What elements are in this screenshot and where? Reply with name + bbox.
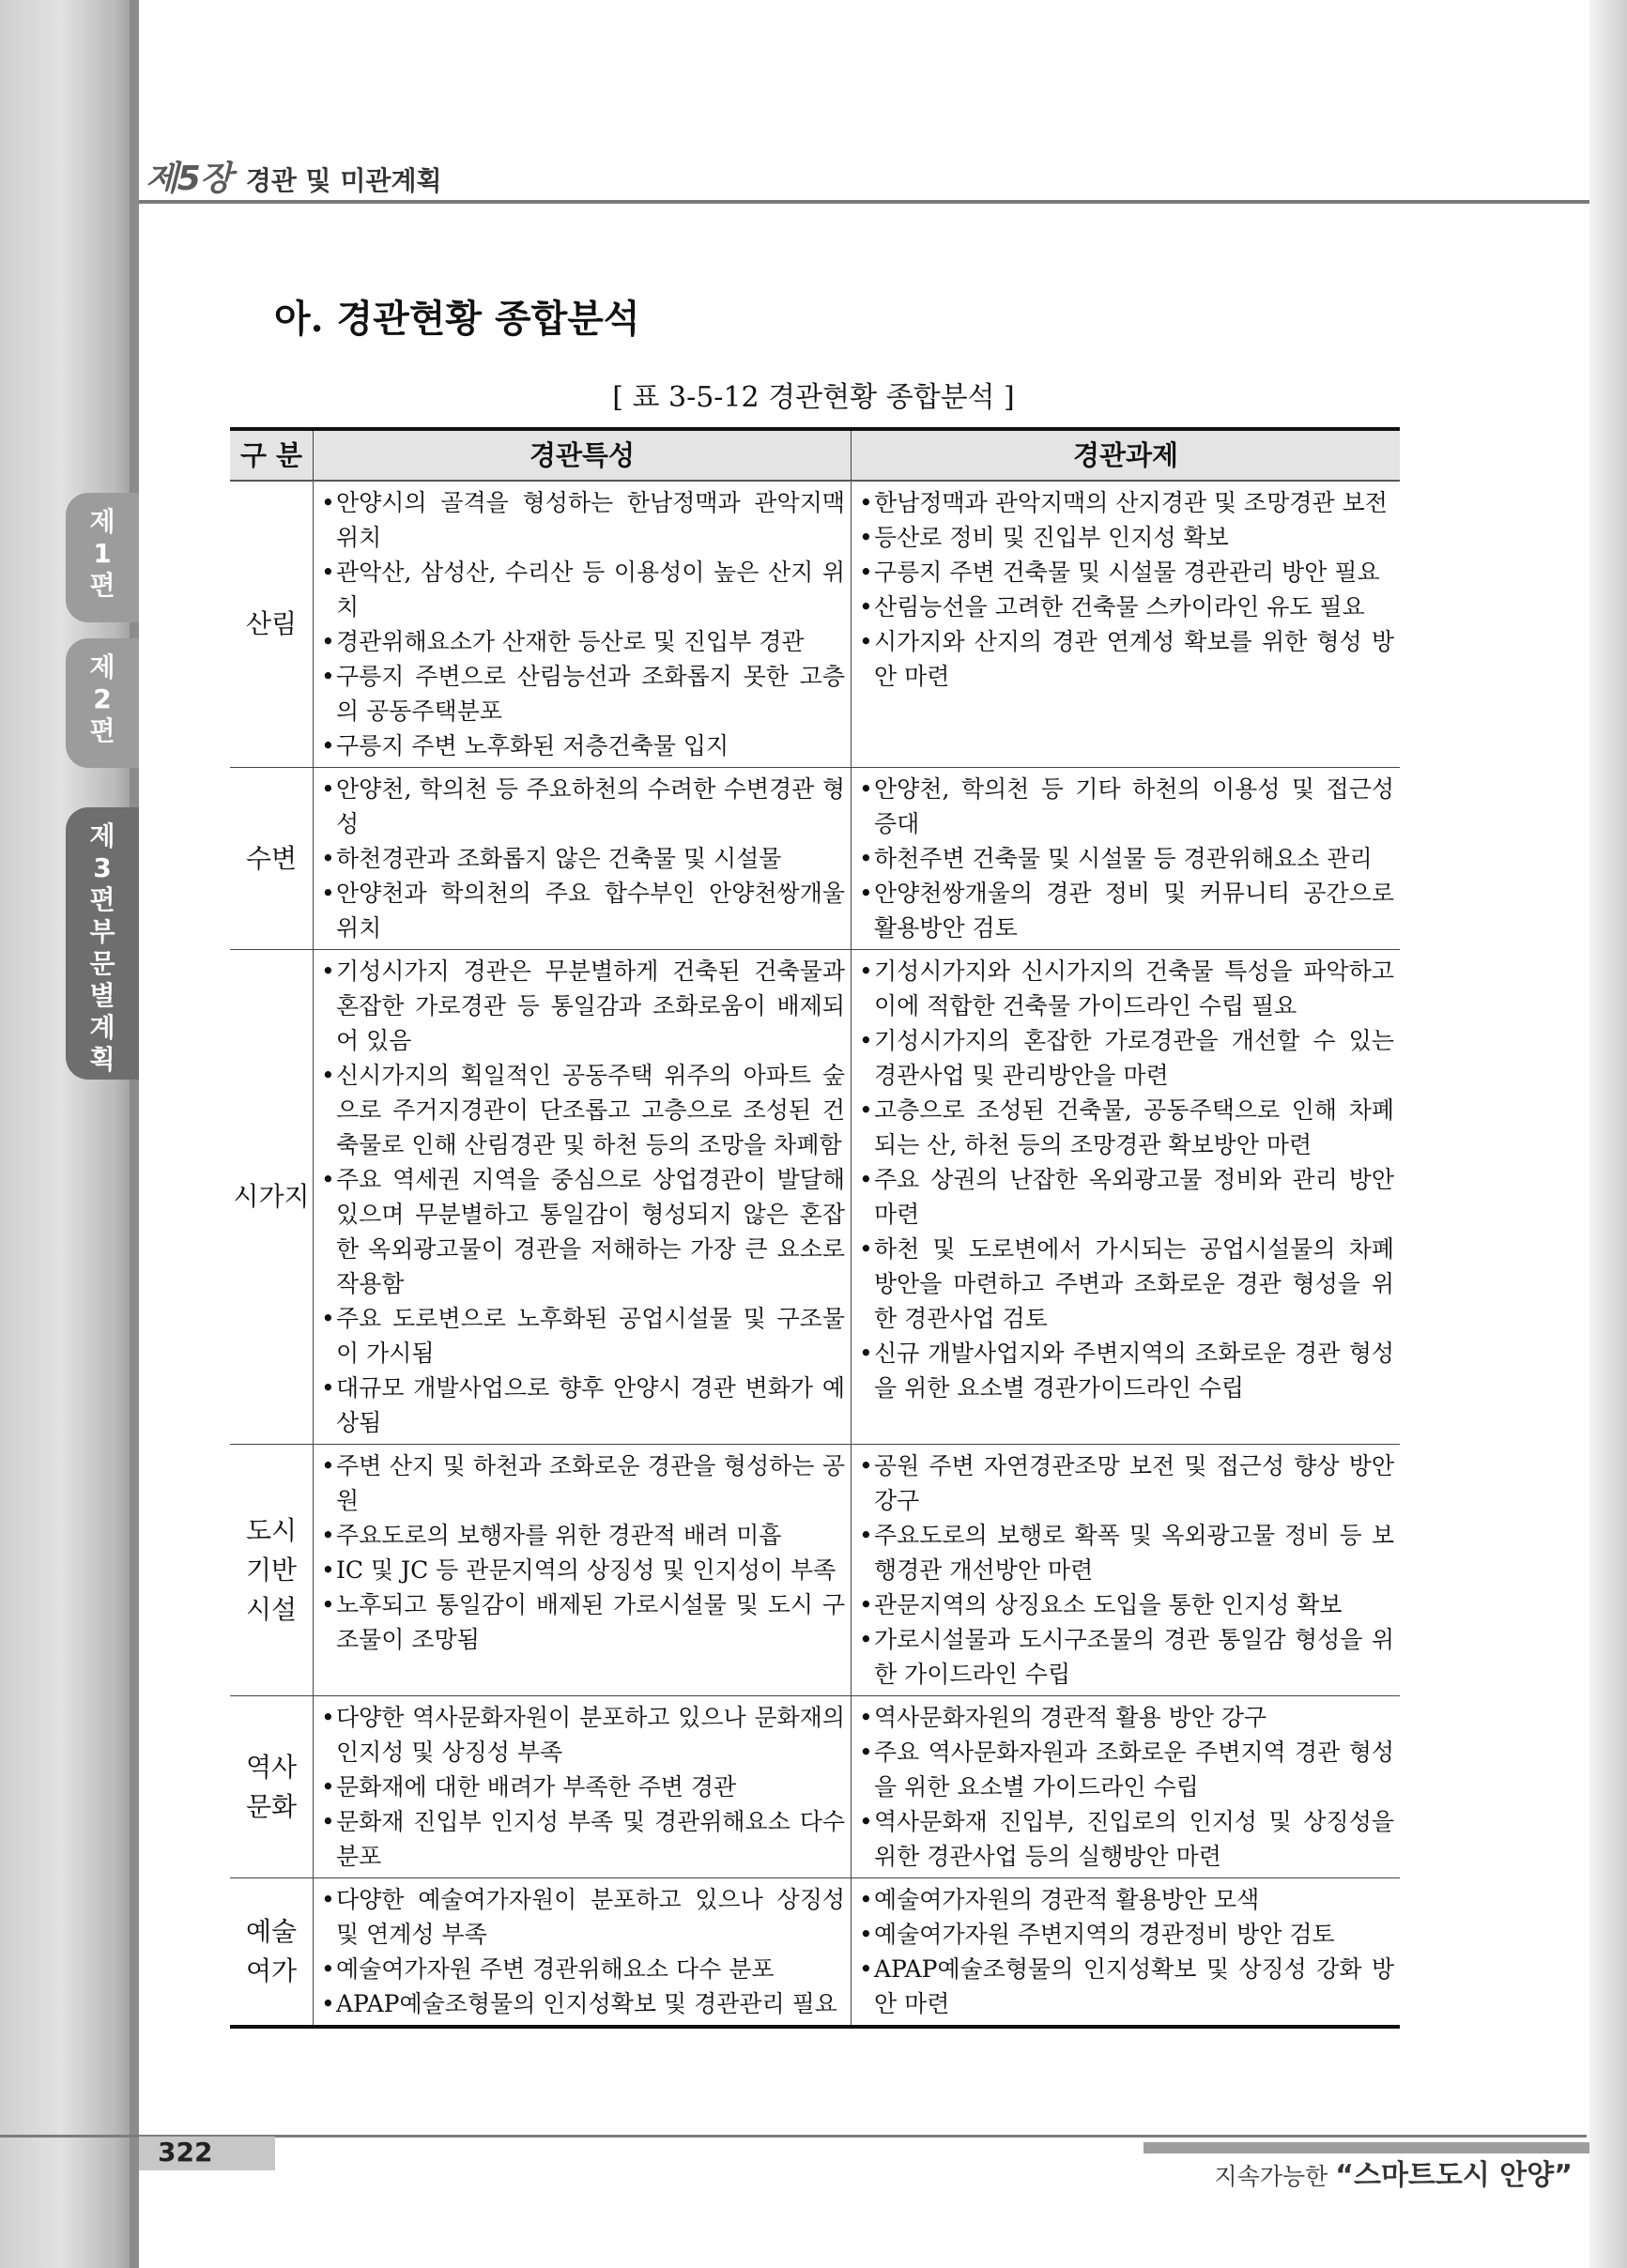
task-list-cell: [852, 1878, 1401, 2028]
side-tab-part-3[interactable]: [66, 807, 139, 1080]
chapter-rule: [139, 200, 1589, 204]
bullet-item: • 시가지와 산지의 경관 연계성 확보를 위한 형성 방안 마련: [857, 624, 1394, 694]
feature-list: [319, 1448, 845, 1657]
bullet-item: • 주요 도로변으로 노후화된 공업시설물 및 구조물이 가시됨: [319, 1301, 845, 1371]
table-body: [230, 481, 1400, 2027]
bullet-item: • 관문지역의 상징요소 도입을 통한 인지성 확보: [857, 1587, 1394, 1622]
bullet-item: • APAP예술조형물의 인지성확보 및 경관관리 필요: [319, 1986, 845, 2021]
footer-title: [1215, 2152, 1573, 2193]
bullet-item: • 구릉지 주변 노후화된 저층건축물 입지: [319, 728, 845, 763]
bullet-item: • 안양시의 골격을 형성하는 한남정맥과 관악지맥 위치: [319, 485, 845, 555]
bullet-item: • 구릉지 주변으로 산림능선과 조화롭지 못한 고층의 공동주택분포: [319, 659, 845, 728]
table-row: [230, 481, 1400, 768]
task-list-cell: [852, 1445, 1401, 1696]
category-line: 수변: [245, 842, 298, 874]
bullet-item: • 주요 상권의 난잡한 옥외광고물 정비와 관리 방안 마련: [857, 1162, 1394, 1232]
bullet-item: • 다양한 예술여가자원이 분포하고 있으나 상징성 및 연계성 부족: [319, 1882, 845, 1952]
chapter-header: [146, 152, 442, 200]
bullet-item: • 주요 역사문화자원과 조화로운 주변지역 경관 형성을 위한 요소별 가이드라인 수립: [857, 1735, 1394, 1804]
tab-char: 별: [89, 980, 115, 1011]
bullet-item: • 한남정맥과 관악지맥의 산지경관 및 조망경관 보전: [857, 485, 1394, 520]
side-tab-part-2[interactable]: [66, 638, 139, 768]
bullet-item: • 주변 산지 및 하천과 조화로운 경관을 형성하는 공원: [319, 1448, 845, 1518]
header-features: 경관특성: [314, 429, 852, 481]
bullet-item: • 기성시가지 경관은 무분별하게 건축된 건축물과 혼잡한 가로경관 등 통일감과 조화로움이 배제되어 있음: [319, 954, 845, 1058]
feature-list: [319, 772, 845, 945]
tab-char: 1: [93, 538, 112, 569]
bullet-item: • 신규 개발사업지와 주변지역의 조화로운 경관 형성을 위한 요소별 경관가이드라인 수립: [857, 1336, 1394, 1405]
row-category: [230, 481, 314, 768]
category-line: 시가지: [233, 1181, 310, 1212]
bullet-item: • 가로시설물과 도시구조물의 경관 통일감 형성을 위한 가이드라인 수립: [857, 1622, 1394, 1692]
bullet-item: • 등산로 정비 및 진입부 인지성 확보: [857, 520, 1394, 555]
footer-prefix: 지속가능한: [1214, 2163, 1328, 2190]
bullet-item: • 하천 및 도로변에서 가시되는 공업시설물의 차폐 방안을 마련하고 주변과 조화로운 경관 형성을 위한 경관사업 검토: [857, 1232, 1394, 1336]
bullet-item: • 안양천쌍개울의 경관 정비 및 커뮤니티 공간으로 활용방안 검토: [857, 876, 1394, 945]
task-list-cell: [852, 481, 1401, 768]
category-line: 문화: [245, 1790, 298, 1822]
tab-char: 제: [89, 651, 115, 682]
row-category: [230, 1696, 314, 1878]
table-header-row: [230, 429, 1400, 481]
category-line: 역사: [245, 1751, 298, 1783]
bullet-item: • 공원 주변 자연경관조망 보전 및 접근성 향상 방안 강구: [857, 1448, 1394, 1518]
tab-char: 편: [89, 715, 115, 746]
side-tab-part-1[interactable]: [66, 493, 139, 622]
tab-char: 편: [89, 570, 115, 601]
bullet-item: • 구릉지 주변 건축물 및 시설물 경관관리 방안 필요: [857, 555, 1394, 590]
table-row: [230, 950, 1400, 1445]
bullet-item: • 안양천과 학의천의 주요 합수부인 안양천쌍개울 위치: [319, 876, 845, 945]
feature-list: [319, 1882, 845, 2021]
category-line: 여가: [245, 1955, 298, 1986]
section-title: 아. 경관현황 종합분석: [274, 297, 640, 341]
bullet-item: • 예술여가자원 주변지역의 경관정비 방안 검토: [857, 1917, 1394, 1952]
tab-char: 계: [89, 1012, 115, 1043]
footer-main: “스마트도시 안양”: [1335, 2159, 1573, 2192]
bullet-item: • 신시가지의 획일적인 공동주택 위주의 아파트 숲으로 주거지경관이 단조롭고 고층으로 조성된 건축물로 인해 산림경관 및 하천 등의 조망을 차폐함: [319, 1058, 845, 1162]
bullet-item: • 예술여가자원 주변 경관위해요소 다수 분포: [319, 1952, 845, 1986]
task-list: [857, 954, 1394, 1405]
task-list: [857, 1448, 1394, 1692]
table-row: [230, 768, 1400, 950]
analysis-table: [230, 427, 1400, 2029]
feature-list-cell: [314, 1878, 852, 2028]
bullet-item: • 고층으로 조성된 건축물, 공동주택으로 인해 차폐되는 산, 하천 등의 조망경관 확보방안 마련: [857, 1093, 1394, 1162]
feature-list: [319, 1700, 845, 1874]
bullet-item: • 하천경관과 조화롭지 않은 건축물 및 시설물: [319, 841, 845, 876]
feature-list: [319, 954, 845, 1440]
feature-list-cell: [314, 481, 852, 768]
header-category: 구 분: [230, 429, 314, 481]
tab-char: 획: [89, 1044, 115, 1075]
bullet-item: • 다양한 역사문화자원이 분포하고 있으나 문화재의 인지성 및 상징성 부족: [319, 1700, 845, 1770]
feature-list: [319, 485, 845, 763]
task-list: [857, 772, 1394, 945]
page-number: 322: [158, 2137, 213, 2168]
feature-list-cell: [314, 950, 852, 1445]
bullet-item: • 문화재에 대한 배려가 부족한 주변 경관: [319, 1770, 845, 1804]
category-line: 시설: [245, 1593, 298, 1625]
feature-list-cell: [314, 768, 852, 950]
feature-list-cell: [314, 1696, 852, 1878]
table-row: [230, 1878, 1400, 2028]
bullet-item: • 기성시가지와 신시가지의 건축물 특성을 파악하고 이에 적합한 건축물 가이드라인 수립 필요: [857, 954, 1394, 1023]
category-line: 산림: [245, 608, 298, 639]
chapter-number: 제5장: [146, 160, 232, 198]
category-line: 도시: [245, 1514, 298, 1546]
tab-char: 부: [89, 916, 115, 947]
bullet-item: • APAP예술조형물의 인지성확보 및 상징성 강화 방안 마련: [857, 1952, 1394, 2021]
tab-char: 문: [89, 948, 115, 979]
bullet-item: • 역사문화재 진입부, 진입로의 인지성 및 상징성을 위한 경관사업 등의 실행방안 마련: [857, 1804, 1394, 1874]
bullet-item: • 대규모 개발사업으로 향후 안양시 경관 변화가 예상됨: [319, 1371, 845, 1440]
tab-char: 3: [93, 852, 112, 883]
bullet-item: • 문화재 진입부 인지성 부족 및 경관위해요소 다수 분포: [319, 1804, 845, 1874]
bullet-item: • 역사문화자원의 경관적 활용 방안 강구: [857, 1700, 1394, 1735]
category-line: 기반: [245, 1554, 298, 1586]
category-line: 예술: [245, 1916, 298, 1947]
bullet-item: • 하천주변 건축물 및 시설물 등 경관위해요소 관리: [857, 841, 1394, 876]
header-tasks: 경관과제: [852, 429, 1401, 481]
page-gutter-shadow: [0, 0, 136, 2268]
bullet-item: • 노후되고 통일감이 배제된 가로시설물 및 도시 구조물이 조망됨: [319, 1587, 845, 1657]
tab-char: 제: [89, 506, 115, 537]
task-list-cell: [852, 950, 1401, 1445]
bullet-item: • 관악산, 삼성산, 수리산 등 이용성이 높은 산지 위치: [319, 555, 845, 624]
bullet-item: • 안양천, 학의천 등 주요하천의 수려한 수변경관 형성: [319, 772, 845, 841]
bullet-item: • 산림능선을 고려한 건축물 스카이라인 유도 필요: [857, 590, 1394, 624]
tab-char: 제: [89, 820, 115, 851]
table-row: [230, 1696, 1400, 1878]
bullet-item: • 예술여가자원의 경관적 활용방안 모색: [857, 1882, 1394, 1917]
tab-char: 편: [89, 884, 115, 915]
bullet-item: • IC 및 JC 등 관문지역의 상징성 및 인지성이 부족: [319, 1553, 845, 1587]
row-category: [230, 1445, 314, 1696]
task-list: [857, 485, 1394, 694]
table-caption: [ 표 3-5-12 경관현황 종합분석 ]: [612, 381, 1015, 414]
bullet-item: • 주요도로의 보행로 확폭 및 옥외광고물 정비 등 보행경관 개선방안 마련: [857, 1518, 1394, 1587]
task-list-cell: [852, 1696, 1401, 1878]
right-page-shadow: [1589, 0, 1627, 2268]
task-list: [857, 1700, 1394, 1874]
bullet-item: • 경관위해요소가 산재한 등산로 및 진입부 경관: [319, 624, 845, 659]
bullet-item: • 기성시가지의 혼잡한 가로경관을 개선할 수 있는 경관사업 및 관리방안을 마련: [857, 1023, 1394, 1093]
bullet-item: • 안양천, 학의천 등 기타 하천의 이용성 및 접근성 증대: [857, 772, 1394, 841]
table-row: [230, 1445, 1400, 1696]
bullet-item: • 주요도로의 보행자를 위한 경관적 배려 미흡: [319, 1518, 845, 1553]
feature-list-cell: [314, 1445, 852, 1696]
tab-char: 2: [93, 683, 112, 714]
chapter-title: 경관 및 미관계획: [245, 165, 442, 196]
row-category: [230, 1878, 314, 2028]
task-list-cell: [852, 768, 1401, 950]
row-category: [230, 950, 314, 1445]
bullet-item: • 주요 역세권 지역을 중심으로 상업경관이 발달해 있으며 무분별하고 통일감이 형성되지 않은 혼잡한 옥외광고물이 경관을 저해하는 가장 큰 요소로 작용함: [319, 1162, 845, 1301]
task-list: [857, 1882, 1394, 2021]
row-category: [230, 768, 314, 950]
binding-spine: [130, 0, 139, 2268]
